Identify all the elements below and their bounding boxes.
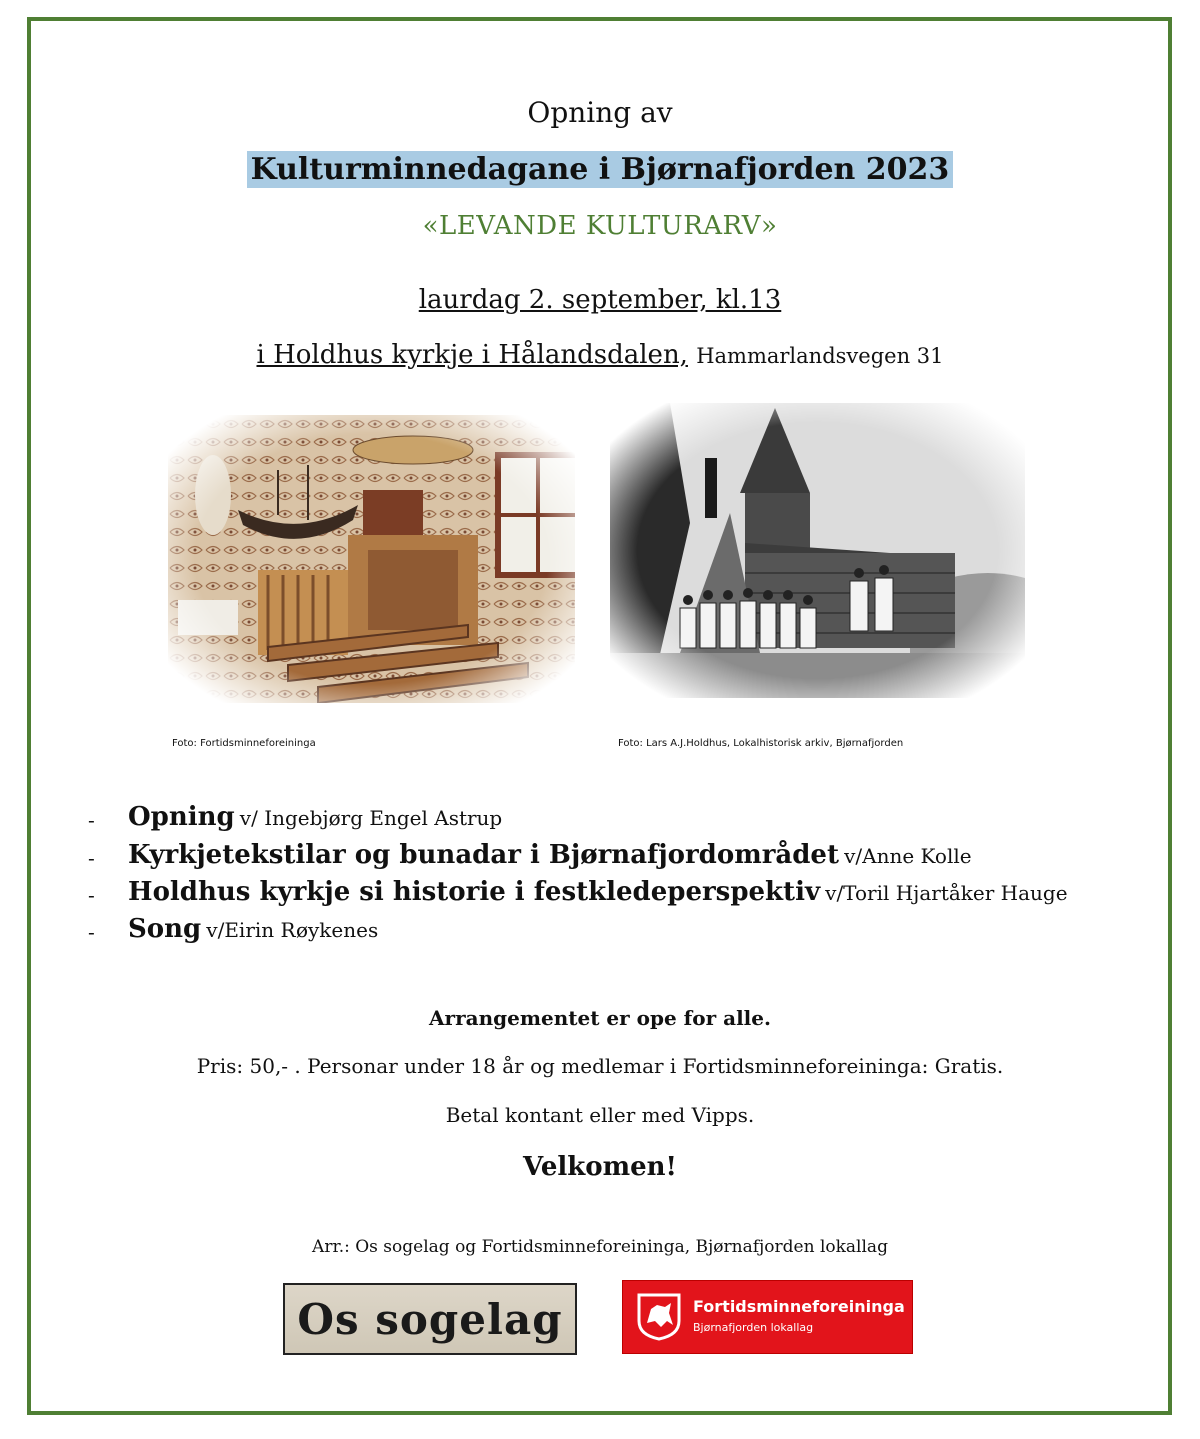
church-interior-photo [168,415,575,703]
program-title: Kyrkjetekstilar og bunadar i Bjørnafjordområdet [128,840,839,870]
church-exterior-photo [610,403,1025,698]
program-title: Song [128,914,202,944]
program-title: Holdhus kyrkje si historie i festkledeperspektiv [128,877,821,907]
right-photo-caption: Foto: Lars A.J.Holdhus, Lokalhistorisk arkiv, Bjørnafjorden [618,738,904,749]
welcome-text: Velkomen! [523,1152,677,1182]
price-info: Pris: 50,- . Personar under 18 år og medlemar i Fortidsminneforeininga: Gratis. [196,1054,1004,1078]
program-speaker: v/Eirin Røykenes [206,918,379,942]
event-place [0,340,1200,370]
place-name: i Holdhus kyrkje i Hålandsdalen, [256,340,688,370]
fm-logo-sub: Bjørnafjorden lokallag [693,1321,814,1334]
event-title: Kulturminnedagane i Bjørnafjorden 2023 [247,151,954,188]
list-dash: - [88,883,95,907]
fortidsminneforeininga-logo [622,1280,913,1354]
event-title-wrap [0,152,1200,187]
tagline: «LEVANDE KULTURARV» [422,211,778,241]
open-for-all: Arrangementet er ope for alle. [429,1006,771,1030]
os-sogelag-logo: Os sogelag [283,1283,577,1355]
fm-logo-name: Fortidsminneforeininga [693,1297,905,1316]
list-dash: - [88,846,95,870]
organizers: Arr.: Os sogelag og Fortidsminneforeininga, Bjørnafjorden lokallag [312,1237,888,1257]
left-photo-caption: Foto: Fortidsminneforeininga [172,738,316,749]
payment-info: Betal kontant eller med Vipps. [445,1103,755,1127]
program-speaker: v/Toril Hjartåker Hauge [825,881,1068,905]
program-speaker: v/ Ingebjørg Engel Astrup [239,806,503,830]
event-date: laurdag 2. september, kl.13 [418,285,782,315]
place-address: Hammarlandsvegen 31 [696,344,944,368]
fm-emblem-icon [635,1291,683,1341]
program-speaker: v/Anne Kolle [844,844,972,868]
list-dash: - [88,920,95,944]
list-dash: - [88,808,95,832]
program-title: Opning [128,802,235,832]
intro-text: Opning av [527,96,673,129]
